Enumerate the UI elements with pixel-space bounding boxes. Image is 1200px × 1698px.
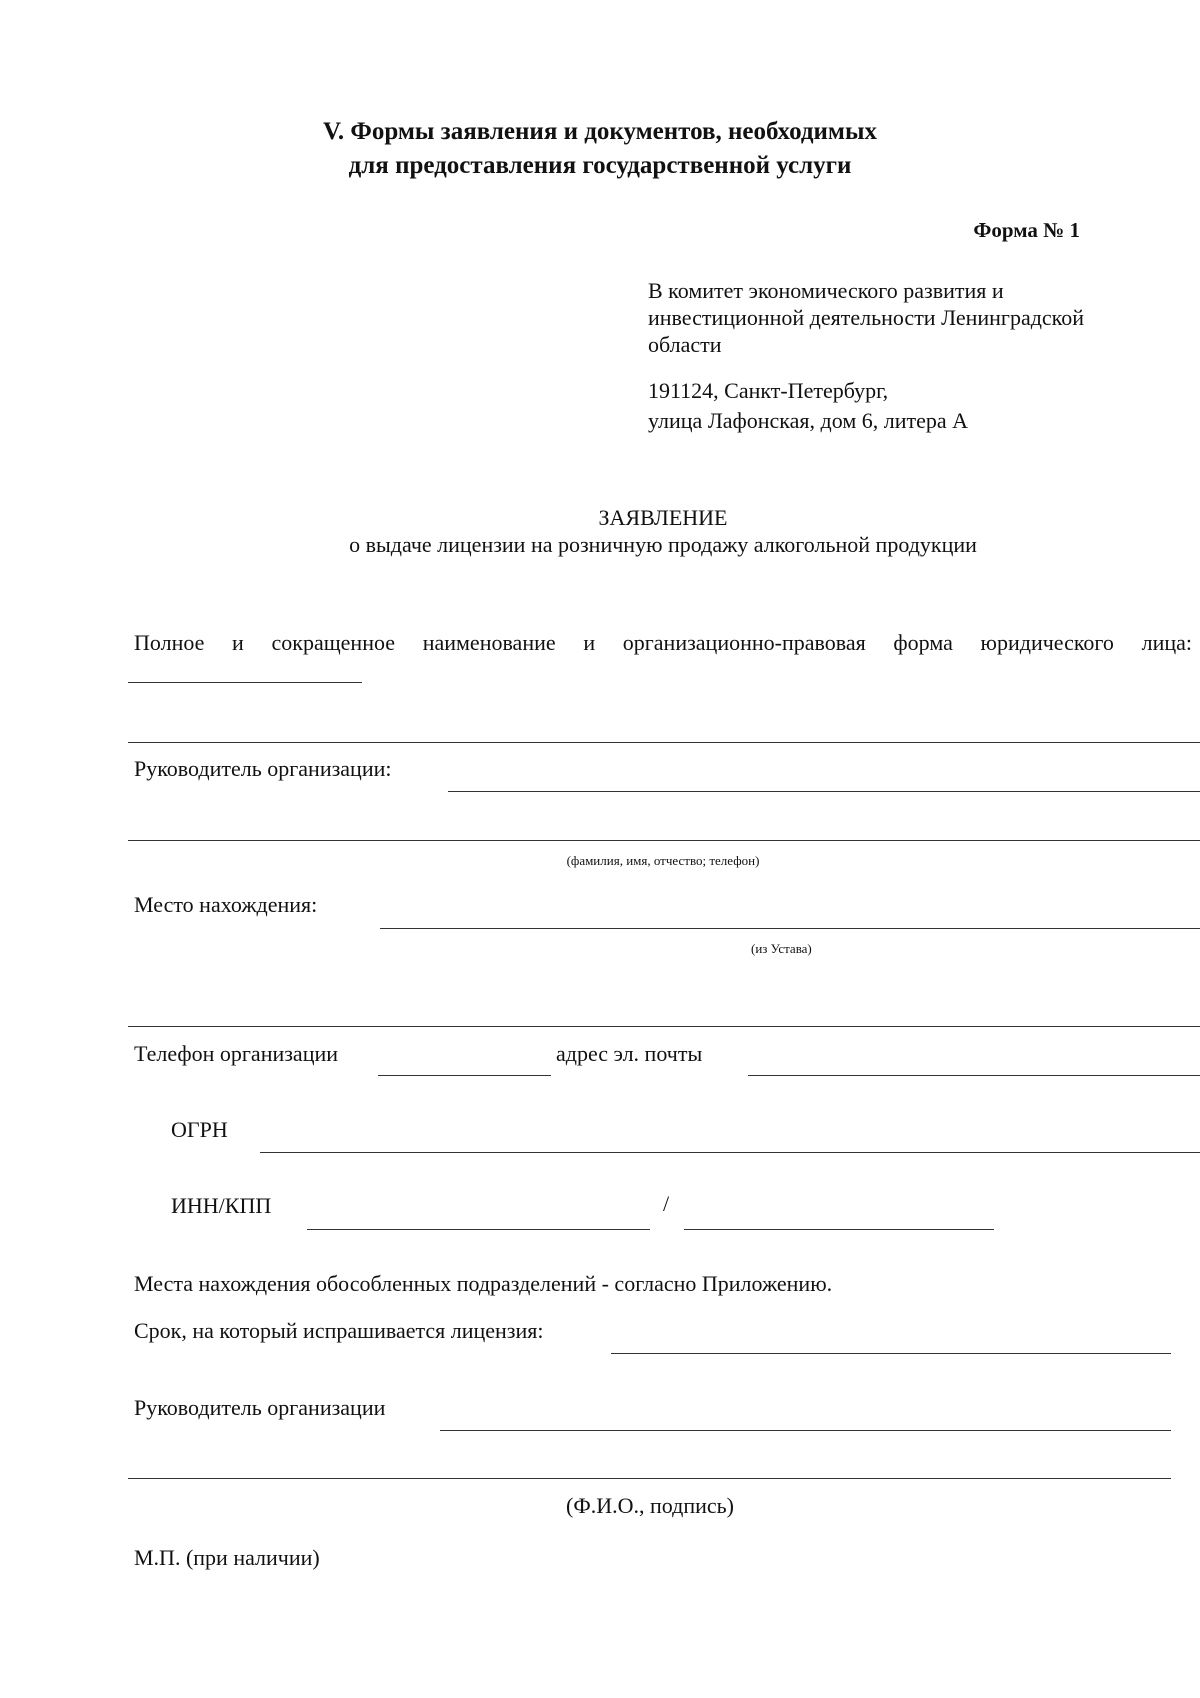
branches-text: Места нахождения обособленных подразделений - согласно Приложению. bbox=[134, 1271, 833, 1296]
location-hint: (из Устава) bbox=[751, 941, 812, 956]
org-name-field-continued[interactable] bbox=[128, 742, 1200, 743]
term-label: Срок, на который испрашивается лицензия: bbox=[134, 1318, 544, 1343]
location-label: Место нахождения: bbox=[134, 892, 318, 917]
phone-label: Телефон организации bbox=[134, 1041, 339, 1066]
org-name-field[interactable] bbox=[128, 682, 362, 683]
head-sign-field[interactable] bbox=[440, 1430, 1171, 1431]
ogrn-field[interactable] bbox=[260, 1152, 1200, 1153]
sign-hint: (Ф.И.О., подпись) bbox=[566, 1493, 734, 1518]
inn-kpp-separator: / bbox=[663, 1191, 670, 1216]
addressee-address-line2: улица Лафонская, дом 6, литера А bbox=[648, 408, 969, 433]
location-field[interactable] bbox=[380, 928, 1200, 929]
head-field[interactable] bbox=[448, 791, 1200, 792]
statement-title: ЗАЯВЛЕНИЕ bbox=[598, 505, 728, 530]
head-field-continued[interactable] bbox=[128, 840, 1200, 841]
email-label: адрес эл. почты bbox=[556, 1041, 703, 1066]
stamp-label: М.П. (при наличии) bbox=[134, 1545, 320, 1570]
addressee-line2: инвестиционной деятельности Ленинградской bbox=[648, 305, 1085, 330]
page-title-line1: V. Формы заявления и документов, необходимых bbox=[323, 118, 877, 145]
email-field[interactable] bbox=[748, 1075, 1200, 1076]
ogrn-label: ОГРН bbox=[171, 1117, 228, 1142]
org-name-label: Полное и сокращенное наименование и организационно-правовая форма юридического лица: bbox=[134, 630, 1192, 655]
head-hint: (фамилия, имя, отчество; телефон) bbox=[566, 853, 760, 868]
statement-subtitle: о выдаче лицензии на розничную продажу алкогольной продукции bbox=[349, 532, 977, 557]
location-field-continued[interactable] bbox=[128, 1026, 1200, 1027]
form-number: Форма № 1 bbox=[973, 218, 1080, 242]
phone-field[interactable] bbox=[378, 1075, 551, 1076]
head-sign-label: Руководитель организации bbox=[134, 1395, 386, 1420]
page-title-line2: для предоставления государственной услуги bbox=[348, 152, 852, 179]
inn-field[interactable] bbox=[307, 1229, 650, 1230]
signature-line[interactable] bbox=[128, 1478, 1171, 1479]
addressee-line3: области bbox=[648, 332, 722, 357]
kpp-field[interactable] bbox=[684, 1229, 994, 1230]
term-field[interactable] bbox=[611, 1353, 1171, 1354]
inn-kpp-label: ИНН/КПП bbox=[171, 1193, 272, 1218]
head-label: Руководитель организации: bbox=[134, 756, 392, 781]
addressee-address-line1: 191124, Санкт-Петербург, bbox=[648, 378, 889, 403]
addressee-line1: В комитет экономического развития и bbox=[648, 278, 1004, 303]
